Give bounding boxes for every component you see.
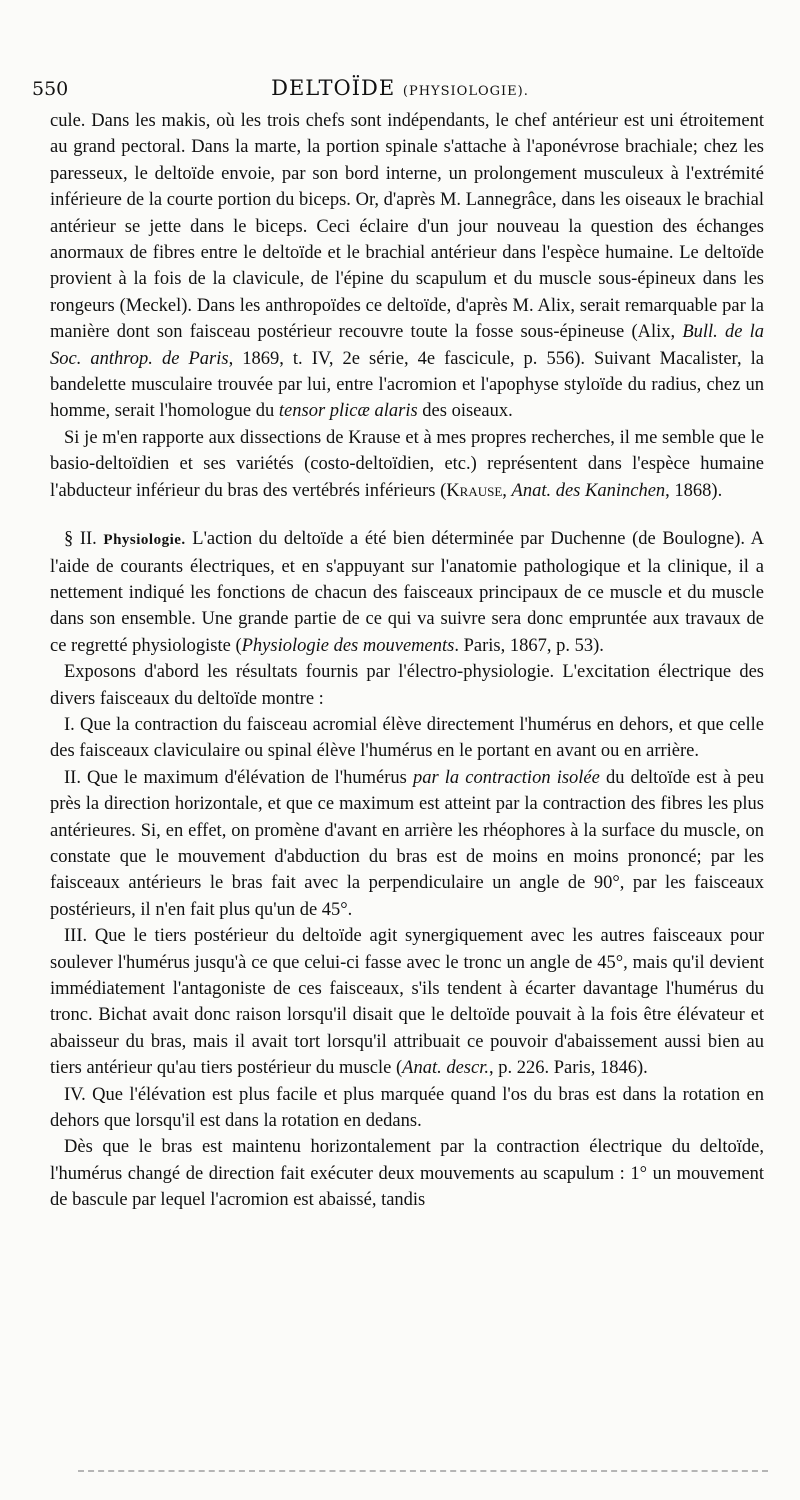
page-header bbox=[32, 72, 768, 108]
text-run: , 1869, t. IV, 2e série, 4e fascicule, p. 556). Suivant Macalister, la bandelette musculaire trouvée par lui, entre l'acromion et l'apophyse styloïde du radius, chez un homme, serait l'homologue du bbox=[50, 348, 764, 422]
paragraph-physiology-intro bbox=[50, 526, 764, 659]
text-run: cule. Dans les makis, où les trois chefs sont indépendants, le chef antérieur est uni étroitement au grand pectoral. Dans la marte, la portion spinale s'attache à l'aponévrose brachiale; chez les paresseux, le deltoïde envoie, par son bord interne, un prolongement musculeux à l'extrémité inférieure de la courte portion du biceps. Or, d'après M. Lannegrâce, dans les oiseaux le brachial antérieur se jette dans le biceps. Ceci éclaire d'un jour nouveau la question des échanges anormaux de fibres entre le deltoïde et le brachial antérieur dans l'espèce humaine. Le deltoïde provient à la fois de la clavicule, de l'épine du scapulum et du muscle sous-épineux dans les rongeurs (Meckel). Dans les anthropoïdes ce deltoïde, d'après M. Alix, serait remarquable par la manière dont son faisceau postérieur recouvre toute la fosse sous-épineuse (Alix, bbox=[50, 111, 764, 343]
paragraph-krause bbox=[50, 425, 764, 504]
running-head bbox=[32, 76, 768, 100]
paragraph-comparative-anatomy bbox=[50, 108, 764, 425]
citation: Physiologie des mouvements bbox=[241, 635, 455, 656]
page-number: 550 bbox=[32, 78, 69, 100]
footer-rule bbox=[78, 1470, 768, 1472]
paragraph-electrophysiology: Exposons d'abord les résultats fournis par l'électro-physiologie. L'excitation électrique des divers faisceaux du deltoïde montre : bbox=[50, 662, 764, 709]
section-mark: § II. bbox=[64, 529, 104, 550]
latin-term: tensor plicæ alaris bbox=[278, 401, 418, 422]
text-run: . Paris, 1867, p. 53). bbox=[454, 635, 604, 656]
text-run: L'action du deltoïde a été bien déterminée par Duchenne (de Boulogne). A l'aide de courants électriques, et en s'appuyant sur l'anatomie pathologique et la clinique, il a nettement indiqué les fonctions de chacun des faisceaux principaux de ce muscle et du muscle dans son ensemble. Une grande partie de ce qui va suivre sera donc empruntée aux travaux de ce regretté physiologiste ( bbox=[50, 529, 765, 656]
text-run: III. Que le tiers postérieur du deltoïde agit synergiquement avec les autres faisceaux pour soulever l'humérus jusqu'à ce que celui-ci fasse avec le tronc un angle de 45°, mais qu'il devient immédiatement l'antagoniste de ces faisceaux, s'ils tendent à écarter davantage l'humérus du tronc. Bichat avait donc raison lorsqu'il disait que le deltoïde pouvait à la fois être élévateur et abaisseur du bras, mais il avait tort lorsqu'il attribuait ce pouvoir d'abaissement aussi bien au tiers antérieur qu'au tiers postérieur du muscle ( bbox=[50, 926, 764, 1079]
text-run: des oiseaux. bbox=[417, 401, 513, 422]
page-body bbox=[50, 108, 764, 1214]
paragraph-scapulum: Dès que le bras est maintenu horizontalement par la contraction électrique du deltoïde, l'humérus changé de direction fait exécuter deux mouvements au scapulum : 1° un mouvement de bascule par lequel l'acromion est abaissé, tandis bbox=[50, 1137, 764, 1211]
running-head-subtitle: (PHYSIOLOGIE). bbox=[402, 84, 529, 99]
paragraph-point-4: IV. Que l'élévation est plus facile et plus marquée quand l'os du bras est dans la rotation en dehors que lorsqu'il est dans la rotation en dedans. bbox=[50, 1084, 764, 1132]
text-run: , 1868). bbox=[665, 480, 723, 501]
text-run: , p. 226. Paris, 1846). bbox=[489, 1058, 648, 1079]
text-run: , bbox=[502, 480, 512, 501]
author-name: Krause bbox=[446, 480, 503, 501]
citation: Anat. descr. bbox=[402, 1058, 489, 1079]
paragraph-point-1: I. Que la contraction du faisceau acromial élève directement l'humérus en dehors, et que celle des faisceaux claviculaire ou spinal élève l'humérus en le portant en avant ou en arrière. bbox=[50, 714, 764, 762]
text-run: II. Que le maximum d'élévation de l'humérus bbox=[64, 767, 413, 788]
emphasis: par la contraction isolée bbox=[412, 767, 600, 788]
running-head-title: DELTOÏDE bbox=[271, 76, 396, 100]
text-run: du deltoïde est à peu près la direction horizontale, et que ce maximum est atteint par la contraction des fibres les plus antérieures. Si, en effet, on promène d'avant en arrière les rhéophores à la surface du muscle, on constate que le mouvement d'abduction du bras est de moins en moins prononcé; par les faisceaux antérieurs le bras fait avec la perpendiculaire un angle de 90°, par les faisceaux postérieurs, il n'en fait plus qu'un de 45°. bbox=[50, 767, 764, 920]
text-run: Si je m'en rapporte aux dissections de Krause et à mes propres recherches, il me semble que le basio-deltoïdien et ses variétés (costo-deltoïdien, etc.) représentent dans l'espèce humaine l'abducteur inférieur du bras des vertébrés inférieurs ( bbox=[50, 427, 764, 501]
citation: Anat. des Kaninchen bbox=[511, 480, 666, 501]
citation: Bull. de la Soc. anthrop. de Paris bbox=[50, 322, 764, 369]
paragraph-point-2 bbox=[50, 765, 764, 923]
paragraph-point-3 bbox=[50, 923, 764, 1081]
section-title: Physiologie. bbox=[103, 532, 186, 549]
